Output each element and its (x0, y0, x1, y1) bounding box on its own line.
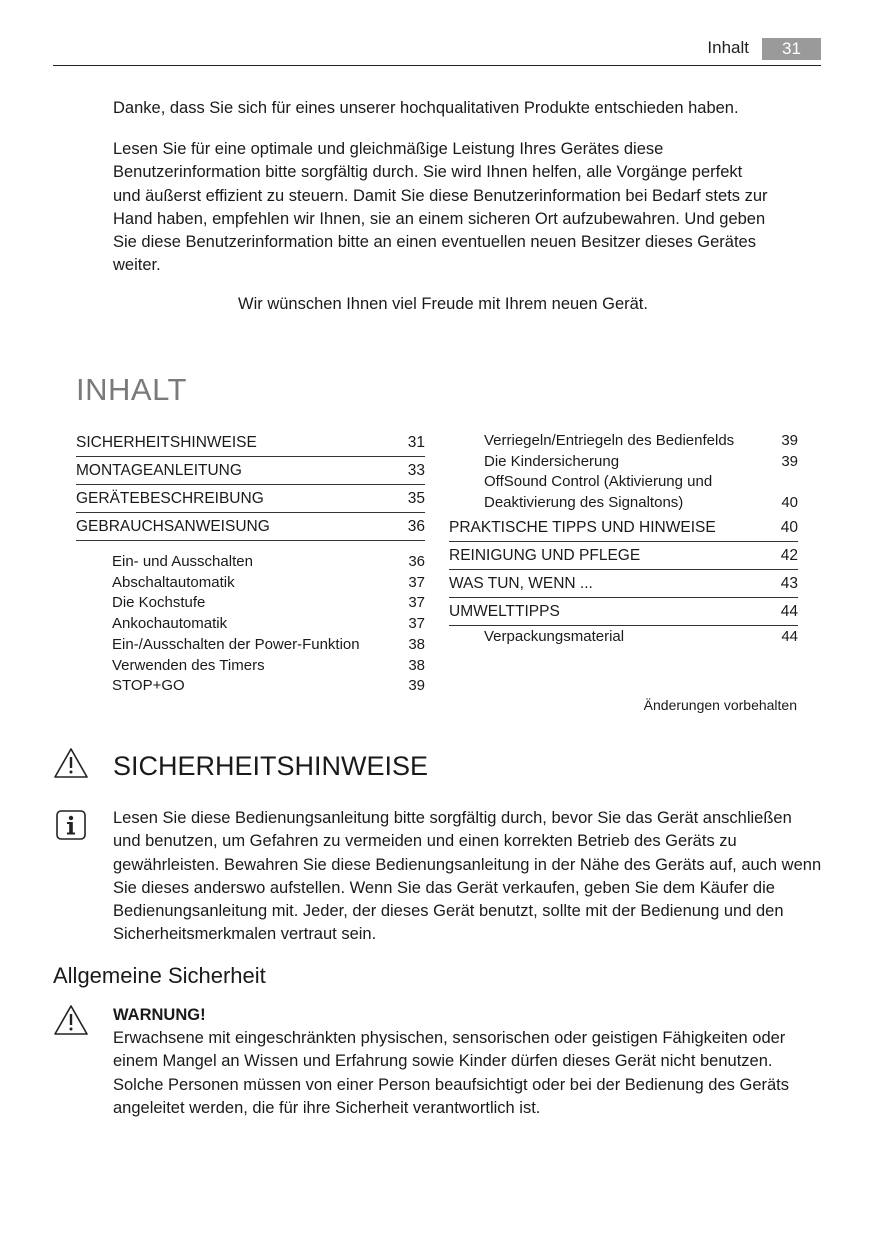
toc-subentry-page: 37 (408, 615, 425, 633)
warning-triangle-icon (53, 1004, 89, 1041)
toc-entry-page: 36 (407, 518, 425, 535)
toc-subentry-label: Ein- und Ausschalten (112, 553, 253, 570)
toc-subentry[interactable] (484, 493, 798, 514)
toc-entry-page: 31 (407, 434, 425, 451)
toc-left-column (76, 429, 425, 697)
toc-entry[interactable] (449, 598, 798, 626)
toc-entry-label: PRAKTISCHE TIPPS UND HINWEISE (449, 518, 716, 536)
toc-entry[interactable] (76, 485, 425, 513)
toc-entry[interactable] (76, 429, 425, 457)
toc-entry-label: WAS TUN, WENN ... (449, 574, 593, 592)
toc-subentry[interactable] (484, 472, 798, 493)
toc-subentry[interactable] (112, 552, 425, 573)
toc-subentry-page: 38 (408, 656, 425, 674)
toc-right-column (449, 431, 798, 648)
toc-subentry-label: Verwenden des Timers (112, 656, 265, 674)
subsection-heading: Allgemeine Sicherheit (53, 963, 266, 988)
toc-entry[interactable] (449, 542, 798, 570)
toc-entry-page: 44 (780, 602, 798, 620)
toc-subentry[interactable] (112, 593, 425, 614)
toc-subentry-label: Ankochautomatik (112, 615, 228, 633)
header-section-title: Inhalt (707, 38, 749, 57)
toc-entry-label: SICHERHEITSHINWEISE (76, 434, 257, 451)
toc-subentry[interactable] (112, 656, 425, 677)
section-title: SICHERHEITSHINWEISE (113, 751, 429, 781)
toc-entry[interactable] (76, 513, 425, 541)
toc-entry[interactable] (449, 570, 798, 598)
toc-subentry[interactable] (112, 614, 425, 635)
toc-subentry-page: 38 (408, 635, 425, 653)
toc-subentry-label: Abschaltautomatik (112, 573, 235, 591)
toc-entry[interactable] (449, 514, 798, 542)
toc-entry-page: 33 (407, 462, 425, 479)
toc-entry-label: MONTAGEANLEITUNG (76, 462, 242, 479)
toc-subentry-page: 39 (781, 452, 798, 470)
toc-subentry-label: STOP+GO (112, 677, 185, 695)
intro-paragraph-wishes: Wir wünschen Ihnen viel Freude mit Ihrem neuen Gerät. (238, 295, 648, 313)
warning-triangle-icon (53, 747, 89, 784)
toc-subentry-page: 37 (408, 594, 425, 612)
changes-note: Änderungen vorbehalten (643, 697, 797, 713)
toc-subentry-label: Die Kochstufe (112, 594, 206, 612)
toc-subentry[interactable] (484, 452, 798, 473)
intro-paragraph-read: Lesen Sie für eine optimale und gleichmäßige Leistung Ihres Gerätes diese Benutzerinformation bitte sorgfältig durch. Sie wird Ihnen helfen, alle Vorgänge perfekt und äußerst effizient zu steuern. Damit Sie diese Benutzerinformation bei Bedarf stets zur Hand haben, empfehlen wir Ihnen, sie an einem sicheren Ort aufzubewahren. Und geben Sie diese Benutzerinformation bitte an einen eventuellen neuen Besitzer dieses Gerätes weiter. (113, 140, 768, 275)
toc-entry-label: REINIGUNG UND PFLEGE (449, 546, 641, 564)
page-number: 31 (762, 38, 821, 60)
toc-subentry-page: 39 (781, 432, 798, 449)
toc-subentry-label: Verriegeln/Entriegeln des Bedienfelds (484, 432, 735, 449)
toc-subentry-label: Deaktivierung des Signaltons) (484, 494, 684, 512)
toc-entry[interactable] (76, 457, 425, 485)
toc-title: INHALT (76, 372, 187, 407)
toc-subentry-label: OffSound Control (Aktivierung und (484, 473, 713, 491)
toc-subentry[interactable] (112, 676, 425, 697)
toc-entry-page: 40 (780, 518, 798, 536)
toc-entry-label: UMWELTTIPPS (449, 602, 560, 620)
toc-subentry-page (774, 472, 798, 493)
toc-subentry-label: Ein-/Ausschalten der Power-Funktion (112, 635, 360, 653)
toc-subentry[interactable] (484, 627, 798, 648)
toc-subentry[interactable] (484, 431, 798, 452)
toc-entry-label: GERÄTEBESCHREIBUNG (76, 490, 264, 507)
warning-title: WARNUNG! (113, 1006, 206, 1024)
toc-entry-page: 35 (407, 490, 425, 507)
toc-subentry-page: 39 (408, 677, 425, 695)
toc-subentry[interactable] (112, 635, 425, 656)
toc-subentry-label: Die Kindersicherung (484, 452, 620, 470)
warning-paragraph: Erwachsene mit eingeschränkten physischen, sensorischen oder geistigen Fähigkeiten oder einem Mangel an Wissen und Erfahrung sowie Kinder dürfen dieses Gerät nicht benutzen. Solche Personen müssen von einer Person beaufsichtigt oder bei der Bedienung des Geräts angeleitet werden, die für ihre Sicherheit verantwortlich ist. (113, 1029, 790, 1117)
toc-subentry[interactable] (112, 573, 425, 594)
header-rule (53, 65, 821, 66)
toc-entry-page: 43 (780, 574, 798, 592)
toc-subentry-label: Verpackungsmaterial (484, 627, 625, 645)
intro-paragraph-thanks: Danke, dass Sie sich für eines unserer hochqualitativen Produkte entschieden haben. (113, 99, 739, 117)
toc-subentry-page: 37 (408, 573, 425, 591)
toc-entry-page: 42 (780, 546, 798, 564)
info-icon (56, 810, 86, 845)
safety-intro-paragraph: Lesen Sie diese Bedienungsanleitung bitte sorgfältig durch, bevor Sie das Gerät anschließen und benutzen, um Gefahren zu vermeiden und einen korrekten Betrieb des Geräts zu gewährleisten. Bewahren Sie diese Bedienungsanleitung in der Nähe des Geräts auf, auch wenn Sie dieses anderswo aufstellen. Wenn Sie das Gerät verkaufen, geben Sie dem Käufer die Bedienungsanleitung mit. Jeder, der dieses Gerät benutzt, sollte mit der Bedienung und den Sicherheitsmerkmalen vertraut sein. (113, 809, 822, 944)
toc-entry-label: GEBRAUCHSANWEISUNG (76, 518, 270, 535)
toc-subentry-page: 40 (781, 494, 798, 512)
toc-subentry-page: 44 (781, 627, 798, 645)
toc-subentry-page: 36 (408, 553, 425, 570)
